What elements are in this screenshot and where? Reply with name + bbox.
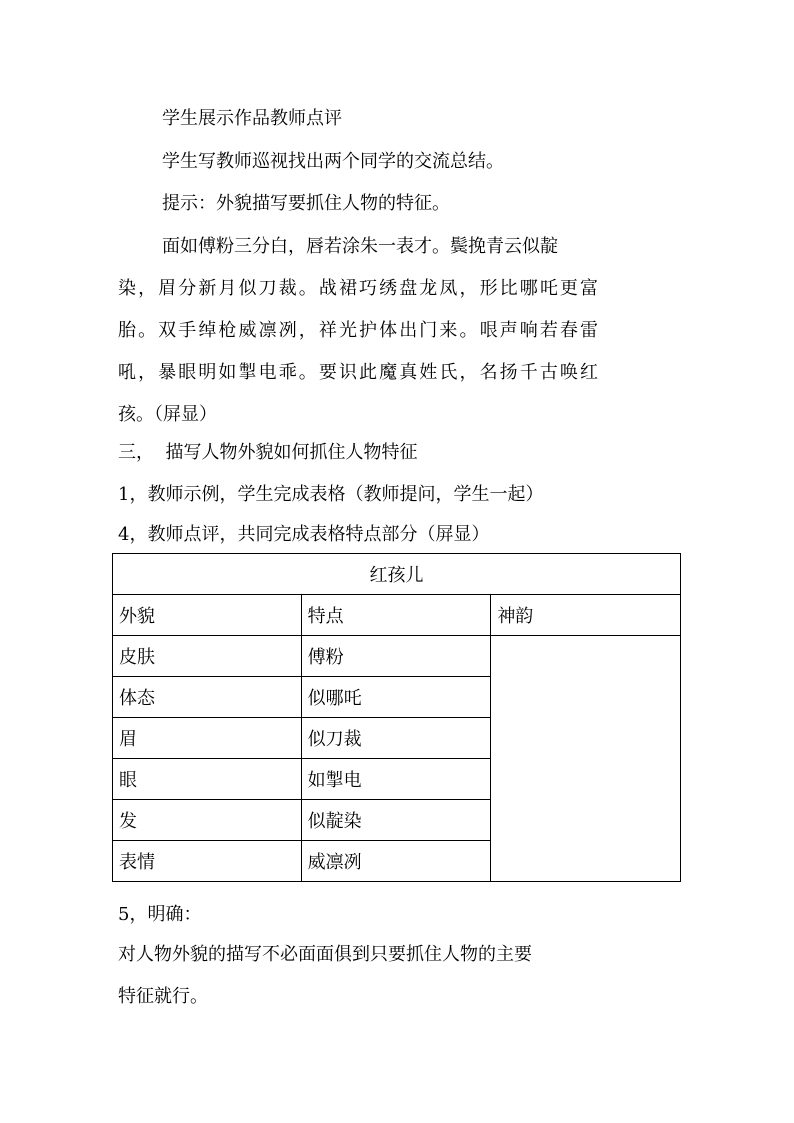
trait-cell: 似刀裁 [301,718,491,759]
poem-line: 面如傅粉三分白，唇若涂朱一表才。鬓挽青云似靛 [162,236,558,257]
trait-cell: 傅粉 [301,636,491,677]
conclusion-line: 特征就行。 [118,986,208,1007]
section-heading: 三， 描写人物外貌如何抓住人物特征 [118,442,418,463]
feature-cell: 体态 [113,677,302,718]
feature-cell: 表情 [113,841,302,882]
trait-cell: 如掣电 [301,759,491,800]
paragraph-hint: 提示：外貌描写要抓住人物的特征。 [162,193,450,214]
paragraph-student-write: 学生写教师巡视找出两个同学的交流总结。 [162,151,504,172]
charm-cell [491,636,681,882]
step-item: 1，教师示例，学生完成表格（教师提问，学生一起） [118,484,544,505]
feature-cell: 皮肤 [113,636,302,677]
trait-cell: 似靛染 [301,800,491,841]
trait-cell: 似哪吒 [301,677,491,718]
conclusion-line: 对人物外貌的描写不必面面俱到只要抓住人物的主要 [118,944,532,965]
column-header: 外貌 [113,595,302,636]
feature-cell: 眉 [113,718,302,759]
poem-line: 染，眉分新月似刀裁。战裙巧绣盘龙凤，形比哪吒更富 [118,278,598,299]
feature-cell: 发 [113,800,302,841]
column-header: 神韵 [491,595,681,636]
appearance-table [112,553,681,882]
table-title: 红孩儿 [113,554,681,595]
step-item: 5，明确： [118,904,202,925]
poem-line: 吼，暴眼明如掣电乖。要识此魔真姓氏，名扬千古唤红 [118,362,598,383]
trait-cell: 威凛冽 [301,841,491,882]
column-header: 特点 [301,595,491,636]
table-header-row [113,595,681,636]
table-row [113,636,681,677]
step-item: 4，教师点评，共同完成表格特点部分（屏显） [118,524,490,545]
feature-cell: 眼 [113,759,302,800]
poem-line: 孩。（屏显） [118,404,217,425]
paragraph-student-display: 学生展示作品教师点评 [162,108,342,129]
poem-line: 胎。双手绰枪威凛冽，祥光护体出门来。哏声响若春雷 [118,320,598,341]
